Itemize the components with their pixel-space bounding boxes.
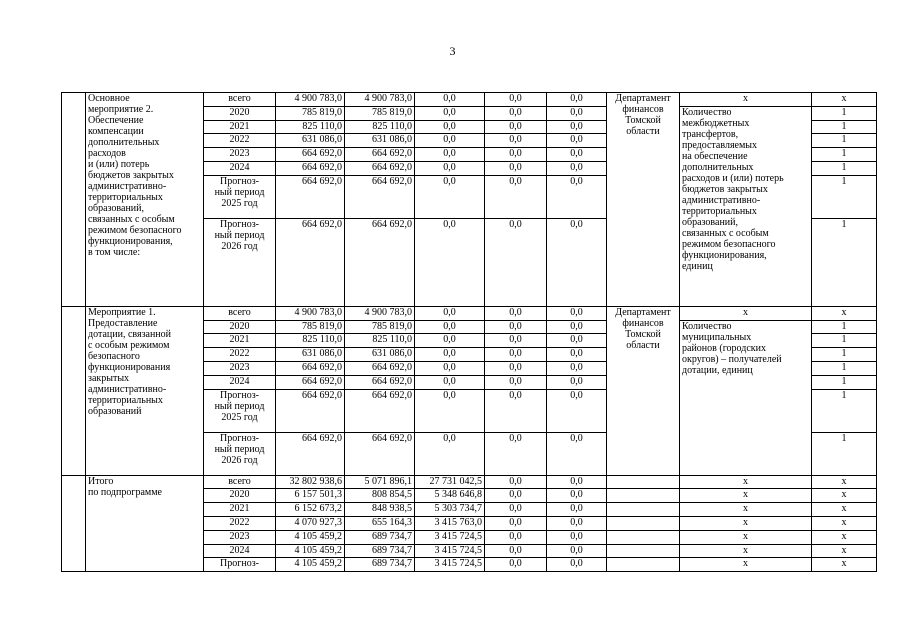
- department-cell: [607, 530, 680, 544]
- period-cell: Прогноз- ный период 2025 год: [204, 175, 276, 218]
- budget-table: [61, 92, 877, 572]
- table-row: [62, 93, 877, 107]
- period-cell: 2023: [204, 530, 276, 544]
- indicator-value: 1: [812, 320, 877, 334]
- indicator-cell: x: [680, 503, 812, 517]
- regional-amount: 0,0: [415, 120, 485, 134]
- total-amount: 4 105 459,2: [276, 544, 345, 558]
- other-amount: 0,0: [547, 148, 607, 162]
- local-amount: 0,0: [485, 161, 547, 175]
- department-name: Департамент финансов Томской области: [607, 306, 680, 475]
- federal-amount: 689 734,7: [345, 530, 415, 544]
- local-amount: 0,0: [485, 348, 547, 362]
- total-amount: 4 105 459,2: [276, 530, 345, 544]
- indicator-value: x: [812, 544, 877, 558]
- period-cell: 2022: [204, 516, 276, 530]
- local-amount: 0,0: [485, 306, 547, 320]
- total-amount: 664 692,0: [276, 218, 345, 306]
- federal-amount: 785 819,0: [345, 320, 415, 334]
- indicator-value: x: [812, 516, 877, 530]
- other-amount: 0,0: [547, 134, 607, 148]
- period-cell: 2020: [204, 489, 276, 503]
- local-amount: 0,0: [485, 530, 547, 544]
- other-amount: 0,0: [547, 161, 607, 175]
- indicator-cell: x: [680, 530, 812, 544]
- department-cell: [607, 489, 680, 503]
- federal-amount: 664 692,0: [345, 389, 415, 432]
- other-amount: 0,0: [547, 375, 607, 389]
- indicator-value: 1: [812, 161, 877, 175]
- indicator-header: x: [680, 93, 812, 107]
- period-cell: 2024: [204, 544, 276, 558]
- total-amount: 664 692,0: [276, 432, 345, 475]
- regional-amount: 3 415 724,5: [415, 530, 485, 544]
- local-amount: 0,0: [485, 544, 547, 558]
- regional-amount: 5 348 646,8: [415, 489, 485, 503]
- regional-amount: 0,0: [415, 218, 485, 306]
- federal-amount: 785 819,0: [345, 106, 415, 120]
- measure-name: Основное мероприятие 2. Обеспечение компенсации дополнительных расходов и (или) потерь бюджетов закрытых административно- территориальных образований, связанных с особым режимом безопасного функционирования, в том числе:: [86, 93, 204, 307]
- total-amount: 4 900 783,0: [276, 306, 345, 320]
- federal-amount: 664 692,0: [345, 148, 415, 162]
- indicator-cell: x: [680, 558, 812, 572]
- regional-amount: 0,0: [415, 389, 485, 432]
- total-amount: 664 692,0: [276, 161, 345, 175]
- indicator-value: x: [812, 489, 877, 503]
- other-amount: 0,0: [547, 218, 607, 306]
- total-amount: 631 086,0: [276, 348, 345, 362]
- period-cell: Прогноз- ный период 2025 год: [204, 389, 276, 432]
- local-amount: 0,0: [485, 106, 547, 120]
- other-amount: 0,0: [547, 558, 607, 572]
- other-amount: 0,0: [547, 489, 607, 503]
- local-amount: 0,0: [485, 93, 547, 107]
- period-cell: 2021: [204, 334, 276, 348]
- federal-amount: 689 734,7: [345, 558, 415, 572]
- federal-amount: 825 110,0: [345, 120, 415, 134]
- period-cell: 2023: [204, 148, 276, 162]
- local-amount: 0,0: [485, 218, 547, 306]
- period-cell: 2021: [204, 120, 276, 134]
- other-amount: 0,0: [547, 516, 607, 530]
- indicator-value: 1: [812, 432, 877, 475]
- period-cell: 2021: [204, 503, 276, 517]
- other-amount: 0,0: [547, 175, 607, 218]
- federal-amount: 664 692,0: [345, 218, 415, 306]
- indicator-value: 1: [812, 120, 877, 134]
- local-amount: 0,0: [485, 320, 547, 334]
- indicator-name: Количество межбюджетных трансфертов, предоставляемых на обеспечение дополнительных расходов и (или) потерь бюджетов закрытых административно- территориальных образований, связанных с особым режимом безопасного функционирования, единиц: [680, 106, 812, 306]
- department-cell: [607, 475, 680, 489]
- other-amount: 0,0: [547, 106, 607, 120]
- indicator-value: 1: [812, 106, 877, 120]
- department-cell: [607, 503, 680, 517]
- period-cell: 2022: [204, 348, 276, 362]
- period-cell: 2024: [204, 161, 276, 175]
- regional-amount: 3 415 763,0: [415, 516, 485, 530]
- indicator-cell: x: [680, 516, 812, 530]
- regional-amount: 0,0: [415, 306, 485, 320]
- period-cell: 2020: [204, 320, 276, 334]
- other-amount: 0,0: [547, 475, 607, 489]
- federal-amount: 808 854,5: [345, 489, 415, 503]
- regional-amount: 0,0: [415, 361, 485, 375]
- federal-amount: 664 692,0: [345, 375, 415, 389]
- regional-amount: 5 303 734,7: [415, 503, 485, 517]
- local-amount: 0,0: [485, 148, 547, 162]
- total-amount: 631 086,0: [276, 134, 345, 148]
- regional-amount: 0,0: [415, 348, 485, 362]
- local-amount: 0,0: [485, 389, 547, 432]
- period-cell: всего: [204, 93, 276, 107]
- row-number-cell: [62, 306, 86, 475]
- period-cell: 2024: [204, 375, 276, 389]
- local-amount: 0,0: [485, 361, 547, 375]
- total-amount: 664 692,0: [276, 175, 345, 218]
- indicator-value: 1: [812, 175, 877, 218]
- local-amount: 0,0: [485, 120, 547, 134]
- indicator-value: 1: [812, 134, 877, 148]
- indicator-value: 1: [812, 148, 877, 162]
- indicator-cell: x: [680, 489, 812, 503]
- federal-amount: 4 900 783,0: [345, 306, 415, 320]
- total-amount: 664 692,0: [276, 375, 345, 389]
- federal-amount: 655 164,3: [345, 516, 415, 530]
- indicator-value: x: [812, 503, 877, 517]
- regional-amount: 0,0: [415, 334, 485, 348]
- period-cell: Прогноз-: [204, 558, 276, 572]
- regional-amount: 0,0: [415, 320, 485, 334]
- period-cell: 2020: [204, 106, 276, 120]
- local-amount: 0,0: [485, 432, 547, 475]
- table-row: [62, 475, 877, 489]
- federal-amount: 631 086,0: [345, 348, 415, 362]
- row-number-cell: [62, 475, 86, 572]
- other-amount: 0,0: [547, 306, 607, 320]
- department-name: Департамент финансов Томской области: [607, 93, 680, 307]
- local-amount: 0,0: [485, 489, 547, 503]
- period-cell: всего: [204, 475, 276, 489]
- total-amount: 4 070 927,3: [276, 516, 345, 530]
- regional-amount: 0,0: [415, 375, 485, 389]
- local-amount: 0,0: [485, 475, 547, 489]
- indicator-value: 1: [812, 389, 877, 432]
- other-amount: 0,0: [547, 120, 607, 134]
- total-amount: 664 692,0: [276, 361, 345, 375]
- total-amount: 664 692,0: [276, 389, 345, 432]
- indicator-name: Количество муниципальных районов (городских округов) – получателей дотации, единиц: [680, 320, 812, 475]
- federal-amount: 664 692,0: [345, 361, 415, 375]
- regional-amount: 0,0: [415, 175, 485, 218]
- total-amount: 664 692,0: [276, 148, 345, 162]
- other-amount: 0,0: [547, 544, 607, 558]
- measure-name: Мероприятие 1. Предоставление дотации, связанной с особым режимом безопасного функционирования закрытых административно- территориальных образований: [86, 306, 204, 475]
- total-amount: 825 110,0: [276, 334, 345, 348]
- row-number-cell: [62, 93, 86, 307]
- total-amount: 32 802 938,6: [276, 475, 345, 489]
- local-amount: 0,0: [485, 558, 547, 572]
- other-amount: 0,0: [547, 432, 607, 475]
- local-amount: 0,0: [485, 375, 547, 389]
- indicator-header: x: [680, 306, 812, 320]
- federal-amount: 664 692,0: [345, 161, 415, 175]
- total-amount: 4 105 459,2: [276, 558, 345, 572]
- indicator-value: 1: [812, 218, 877, 306]
- local-amount: 0,0: [485, 516, 547, 530]
- federal-amount: 664 692,0: [345, 175, 415, 218]
- indicator-cell: x: [680, 475, 812, 489]
- table-row: [62, 306, 877, 320]
- period-cell: Прогноз- ный период 2026 год: [204, 432, 276, 475]
- federal-amount: 825 110,0: [345, 334, 415, 348]
- regional-amount: 0,0: [415, 432, 485, 475]
- total-amount: 4 900 783,0: [276, 93, 345, 107]
- local-amount: 0,0: [485, 334, 547, 348]
- federal-amount: 848 938,5: [345, 503, 415, 517]
- local-amount: 0,0: [485, 503, 547, 517]
- other-amount: 0,0: [547, 334, 607, 348]
- regional-amount: 0,0: [415, 161, 485, 175]
- total-amount: 6 157 501,3: [276, 489, 345, 503]
- federal-amount: 5 071 896,1: [345, 475, 415, 489]
- regional-amount: 0,0: [415, 134, 485, 148]
- indicator-value: x: [812, 93, 877, 107]
- regional-amount: 3 415 724,5: [415, 558, 485, 572]
- department-cell: [607, 558, 680, 572]
- indicator-value: x: [812, 558, 877, 572]
- indicator-value: 1: [812, 334, 877, 348]
- department-cell: [607, 544, 680, 558]
- regional-amount: 3 415 724,5: [415, 544, 485, 558]
- federal-amount: 631 086,0: [345, 134, 415, 148]
- total-amount: 825 110,0: [276, 120, 345, 134]
- other-amount: 0,0: [547, 503, 607, 517]
- period-cell: всего: [204, 306, 276, 320]
- indicator-value: x: [812, 306, 877, 320]
- indicator-value: x: [812, 530, 877, 544]
- indicator-value: 1: [812, 375, 877, 389]
- other-amount: 0,0: [547, 348, 607, 362]
- period-cell: Прогноз- ный период 2026 год: [204, 218, 276, 306]
- indicator-value: 1: [812, 348, 877, 362]
- regional-amount: 0,0: [415, 106, 485, 120]
- federal-amount: 4 900 783,0: [345, 93, 415, 107]
- total-amount: 6 152 673,2: [276, 503, 345, 517]
- period-cell: 2022: [204, 134, 276, 148]
- other-amount: 0,0: [547, 93, 607, 107]
- department-cell: [607, 516, 680, 530]
- other-amount: 0,0: [547, 530, 607, 544]
- federal-amount: 664 692,0: [345, 432, 415, 475]
- federal-amount: 689 734,7: [345, 544, 415, 558]
- regional-amount: 0,0: [415, 148, 485, 162]
- indicator-value: x: [812, 475, 877, 489]
- regional-amount: 0,0: [415, 93, 485, 107]
- local-amount: 0,0: [485, 134, 547, 148]
- period-cell: 2023: [204, 361, 276, 375]
- local-amount: 0,0: [485, 175, 547, 218]
- total-amount: 785 819,0: [276, 320, 345, 334]
- total-label: Итого по подпрограмме: [86, 475, 204, 572]
- page-number: 3: [449, 44, 456, 58]
- other-amount: 0,0: [547, 320, 607, 334]
- regional-amount: 27 731 042,5: [415, 475, 485, 489]
- other-amount: 0,0: [547, 389, 607, 432]
- total-amount: 785 819,0: [276, 106, 345, 120]
- indicator-value: 1: [812, 361, 877, 375]
- other-amount: 0,0: [547, 361, 607, 375]
- indicator-cell: x: [680, 544, 812, 558]
